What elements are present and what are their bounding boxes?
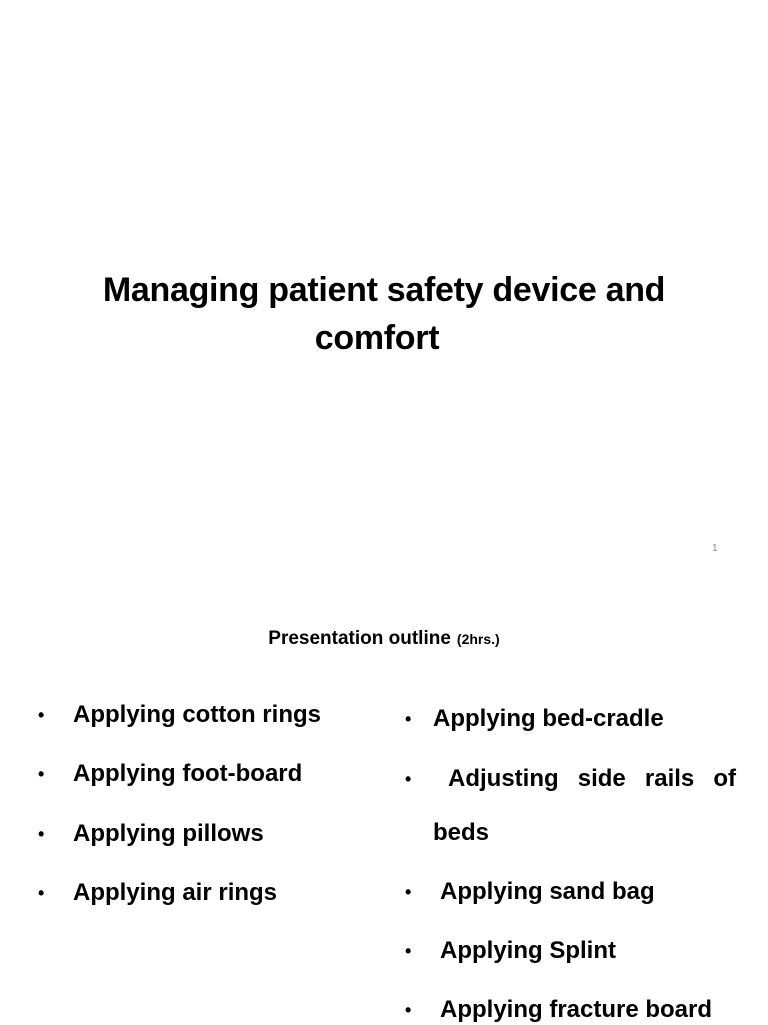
bullet-icon: • [38, 824, 45, 844]
bullet-icon: • [405, 1000, 412, 1020]
bullet-icon: • [38, 883, 45, 903]
outline-duration: (2hrs.) [456, 631, 500, 647]
outline-heading-text: Presentation outline [268, 628, 451, 649]
bullet-icon: • [405, 882, 412, 902]
list-item-text: Applying foot-board [73, 760, 303, 787]
slide-title-line-1: Managing patient safety device and [102, 271, 666, 309]
bullet-icon: • [38, 764, 45, 784]
slide-title-line-2: comfort [314, 319, 440, 357]
word: Adjusting [448, 765, 559, 792]
word: of [713, 765, 736, 792]
outline-heading [0, 628, 768, 650]
list-item-text: beds [433, 819, 490, 846]
bullet-icon: • [405, 709, 412, 729]
page-number: 1 [712, 543, 718, 554]
bullet-icon: • [405, 941, 412, 961]
list-item-text: Applying air rings [73, 879, 278, 906]
list-item-text [448, 764, 736, 794]
list-item-text: Applying fracture board [440, 996, 713, 1023]
bullet-icon: • [405, 769, 412, 789]
list-item-text: Applying pillows [73, 820, 264, 847]
word: side [577, 765, 626, 792]
list-item-text: Applying Splint [440, 937, 616, 964]
bullet-icon: • [38, 705, 45, 725]
list-item-text: Applying cotton rings [73, 701, 321, 728]
list-item-text: Applying bed-cradle [433, 705, 664, 732]
word: rails [644, 765, 695, 792]
slide-title [0, 266, 768, 362]
list-item-text: Applying sand bag [440, 878, 655, 905]
